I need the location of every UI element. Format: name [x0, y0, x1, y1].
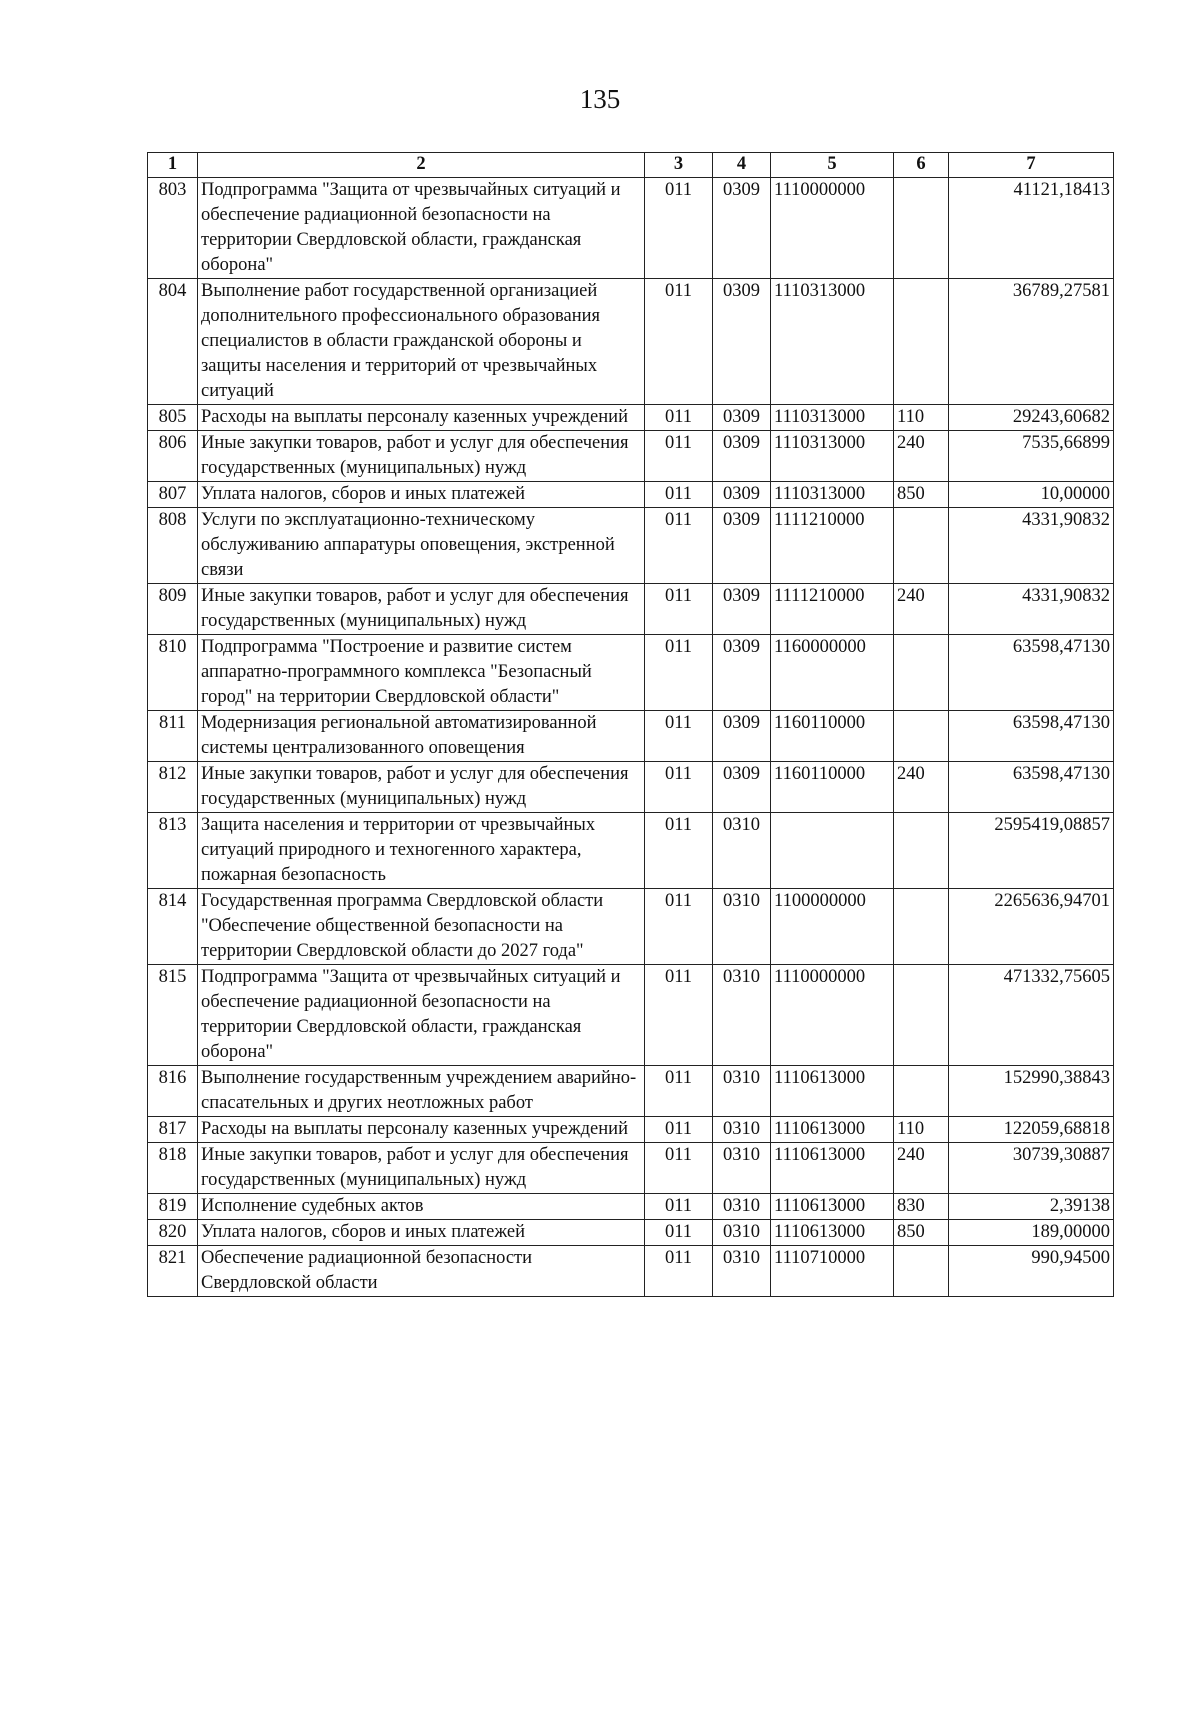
- row-col5-cell: 1110710000: [771, 1246, 894, 1297]
- table-row: [148, 1066, 1114, 1117]
- row-col5-cell: 1110613000: [771, 1066, 894, 1117]
- row-col4-cell: 0310: [713, 1246, 771, 1297]
- row-amount-cell: 7535,66899: [949, 431, 1114, 482]
- row-col3-cell: 011: [645, 178, 713, 279]
- row-number-cell: 808: [148, 508, 198, 584]
- row-col5-cell: 1160110000: [771, 762, 894, 813]
- row-col5-cell: [771, 813, 894, 889]
- header-col-1: 1: [148, 153, 198, 178]
- row-col4-cell: 0309: [713, 279, 771, 405]
- row-col4-cell: 0310: [713, 1117, 771, 1143]
- row-col6-cell: 240: [894, 762, 949, 813]
- row-col5-cell: 1110313000: [771, 431, 894, 482]
- row-col6-cell: [894, 1246, 949, 1297]
- row-col5-cell: 1110000000: [771, 965, 894, 1066]
- table-row: [148, 711, 1114, 762]
- table-row: [148, 635, 1114, 711]
- row-name-cell: Услуги по эксплуатационно-техническому обслуживанию аппаратуры оповещения, экстренной связи: [198, 508, 645, 584]
- row-number-cell: 812: [148, 762, 198, 813]
- row-number-cell: 804: [148, 279, 198, 405]
- row-name-cell: Иные закупки товаров, работ и услуг для обеспечения государственных (муниципальных) нужд: [198, 1143, 645, 1194]
- row-name-cell: Подпрограмма "Построение и развитие систем аппаратно-программного комплекса "Безопасный город" на территории Свердловской области": [198, 635, 645, 711]
- table-row: [148, 482, 1114, 508]
- row-amount-cell: 189,00000: [949, 1220, 1114, 1246]
- row-col5-cell: 1110313000: [771, 279, 894, 405]
- row-col4-cell: 0309: [713, 405, 771, 431]
- row-col3-cell: 011: [645, 635, 713, 711]
- row-col4-cell: 0309: [713, 584, 771, 635]
- header-col-2: 2: [198, 153, 645, 178]
- row-col3-cell: 011: [645, 889, 713, 965]
- row-amount-cell: 30739,30887: [949, 1143, 1114, 1194]
- row-amount-cell: 4331,90832: [949, 508, 1114, 584]
- row-amount-cell: 63598,47130: [949, 711, 1114, 762]
- row-number-cell: 820: [148, 1220, 198, 1246]
- row-col6-cell: [894, 813, 949, 889]
- row-col5-cell: 1110000000: [771, 178, 894, 279]
- row-col4-cell: 0309: [713, 482, 771, 508]
- row-amount-cell: 29243,60682: [949, 405, 1114, 431]
- row-col4-cell: 0310: [713, 1194, 771, 1220]
- row-col6-cell: [894, 279, 949, 405]
- row-col4-cell: 0310: [713, 1220, 771, 1246]
- row-col4-cell: 0309: [713, 711, 771, 762]
- row-name-cell: Обеспечение радиационной безопасности Свердловской области: [198, 1246, 645, 1297]
- row-col3-cell: 011: [645, 1246, 713, 1297]
- page-number: 135: [579, 84, 621, 114]
- row-col4-cell: 0309: [713, 508, 771, 584]
- row-col3-cell: 011: [645, 813, 713, 889]
- row-col6-cell: [894, 178, 949, 279]
- row-col5-cell: 1111210000: [771, 508, 894, 584]
- row-col6-cell: 110: [894, 405, 949, 431]
- row-col3-cell: 011: [645, 1194, 713, 1220]
- row-col4-cell: 0309: [713, 178, 771, 279]
- row-col6-cell: 850: [894, 1220, 949, 1246]
- row-col5-cell: 1110313000: [771, 482, 894, 508]
- row-col6-cell: [894, 965, 949, 1066]
- row-number-cell: 813: [148, 813, 198, 889]
- row-col4-cell: 0309: [713, 431, 771, 482]
- row-amount-cell: 990,94500: [949, 1246, 1114, 1297]
- row-name-cell: Выполнение работ государственной организацией дополнительного профессионального образования специалистов в области гражданской обороны и защиты населения и территорий от чрезвычайных ситуаций: [198, 279, 645, 405]
- row-name-cell: Защита населения и территории от чрезвычайных ситуаций природного и техногенного характера, пожарная безопасность: [198, 813, 645, 889]
- row-col3-cell: 011: [645, 405, 713, 431]
- row-col6-cell: [894, 635, 949, 711]
- table-row: [148, 431, 1114, 482]
- row-col3-cell: 011: [645, 965, 713, 1066]
- row-amount-cell: 471332,75605: [949, 965, 1114, 1066]
- row-col4-cell: 0310: [713, 1143, 771, 1194]
- row-number-cell: 803: [148, 178, 198, 279]
- row-number-cell: 818: [148, 1143, 198, 1194]
- row-number-cell: 821: [148, 1246, 198, 1297]
- row-amount-cell: 2,39138: [949, 1194, 1114, 1220]
- header-col-4: 4: [713, 153, 771, 178]
- table-row: [148, 889, 1114, 965]
- row-col4-cell: 0310: [713, 1066, 771, 1117]
- row-col4-cell: 0310: [713, 813, 771, 889]
- table-row: [148, 279, 1114, 405]
- row-col5-cell: 1160110000: [771, 711, 894, 762]
- header-col-5: 5: [771, 153, 894, 178]
- table-row: [148, 405, 1114, 431]
- row-name-cell: Иные закупки товаров, работ и услуг для обеспечения государственных (муниципальных) нужд: [198, 584, 645, 635]
- table-row: [148, 584, 1114, 635]
- table-row: [148, 813, 1114, 889]
- row-name-cell: Модернизация региональной автоматизированной системы централизованного оповещения: [198, 711, 645, 762]
- row-col6-cell: [894, 1066, 949, 1117]
- row-number-cell: 814: [148, 889, 198, 965]
- row-col6-cell: 240: [894, 584, 949, 635]
- row-col6-cell: 240: [894, 431, 949, 482]
- row-name-cell: Подпрограмма "Защита от чрезвычайных ситуаций и обеспечение радиационной безопасности на территории Свердловской области, гражданская оборона": [198, 178, 645, 279]
- row-number-cell: 816: [148, 1066, 198, 1117]
- row-col5-cell: 1160000000: [771, 635, 894, 711]
- row-name-cell: Уплата налогов, сборов и иных платежей: [198, 1220, 645, 1246]
- row-name-cell: Государственная программа Свердловской области "Обеспечение общественной безопасности на территории Свердловской области до 2027 года": [198, 889, 645, 965]
- table-row: [148, 1143, 1114, 1194]
- row-col4-cell: 0310: [713, 889, 771, 965]
- row-col6-cell: 110: [894, 1117, 949, 1143]
- row-col4-cell: 0310: [713, 965, 771, 1066]
- row-number-cell: 805: [148, 405, 198, 431]
- row-col5-cell: 1110613000: [771, 1220, 894, 1246]
- row-col3-cell: 011: [645, 431, 713, 482]
- row-number-cell: 807: [148, 482, 198, 508]
- table-body: [148, 178, 1114, 1297]
- row-amount-cell: 63598,47130: [949, 635, 1114, 711]
- row-col6-cell: [894, 508, 949, 584]
- row-col3-cell: 011: [645, 482, 713, 508]
- row-col3-cell: 011: [645, 711, 713, 762]
- row-col3-cell: 011: [645, 1143, 713, 1194]
- row-number-cell: 819: [148, 1194, 198, 1220]
- row-col3-cell: 011: [645, 508, 713, 584]
- row-amount-cell: 122059,68818: [949, 1117, 1114, 1143]
- row-col6-cell: 850: [894, 482, 949, 508]
- row-name-cell: Уплата налогов, сборов и иных платежей: [198, 482, 645, 508]
- row-col3-cell: 011: [645, 1066, 713, 1117]
- table-row: [148, 1194, 1114, 1220]
- header-col-7: 7: [949, 153, 1114, 178]
- row-col4-cell: 0309: [713, 762, 771, 813]
- row-amount-cell: 41121,18413: [949, 178, 1114, 279]
- table-row: [148, 1246, 1114, 1297]
- row-col5-cell: 1110613000: [771, 1143, 894, 1194]
- header-row: [148, 153, 1114, 178]
- row-name-cell: Выполнение государственным учреждением аварийно-спасательных и других неотложных работ: [198, 1066, 645, 1117]
- row-name-cell: Иные закупки товаров, работ и услуг для обеспечения государственных (муниципальных) нужд: [198, 431, 645, 482]
- row-name-cell: Иные закупки товаров, работ и услуг для обеспечения государственных (муниципальных) нужд: [198, 762, 645, 813]
- header-col-6: 6: [894, 153, 949, 178]
- row-col4-cell: 0309: [713, 635, 771, 711]
- row-amount-cell: 63598,47130: [949, 762, 1114, 813]
- row-name-cell: Расходы на выплаты персоналу казенных учреждений: [198, 1117, 645, 1143]
- table-row: [148, 762, 1114, 813]
- row-col5-cell: 1111210000: [771, 584, 894, 635]
- row-col6-cell: [894, 889, 949, 965]
- row-number-cell: 806: [148, 431, 198, 482]
- row-col5-cell: 1110313000: [771, 405, 894, 431]
- row-col5-cell: 1110613000: [771, 1194, 894, 1220]
- row-col6-cell: 240: [894, 1143, 949, 1194]
- budget-table: [147, 152, 1114, 1297]
- row-number-cell: 811: [148, 711, 198, 762]
- row-amount-cell: 4331,90832: [949, 584, 1114, 635]
- table-row: [148, 508, 1114, 584]
- row-number-cell: 815: [148, 965, 198, 1066]
- row-name-cell: Исполнение судебных актов: [198, 1194, 645, 1220]
- row-amount-cell: 36789,27581: [949, 279, 1114, 405]
- row-col3-cell: 011: [645, 279, 713, 405]
- table-row: [148, 178, 1114, 279]
- row-amount-cell: 152990,38843: [949, 1066, 1114, 1117]
- row-col3-cell: 011: [645, 584, 713, 635]
- table-row: [148, 965, 1114, 1066]
- row-number-cell: 817: [148, 1117, 198, 1143]
- row-col6-cell: 830: [894, 1194, 949, 1220]
- table-header: [148, 153, 1114, 178]
- row-number-cell: 809: [148, 584, 198, 635]
- header-col-3: 3: [645, 153, 713, 178]
- row-col5-cell: 1100000000: [771, 889, 894, 965]
- row-col3-cell: 011: [645, 1220, 713, 1246]
- row-col3-cell: 011: [645, 762, 713, 813]
- row-amount-cell: 10,00000: [949, 482, 1114, 508]
- row-amount-cell: 2265636,94701: [949, 889, 1114, 965]
- row-amount-cell: 2595419,08857: [949, 813, 1114, 889]
- row-col3-cell: 011: [645, 1117, 713, 1143]
- row-name-cell: Расходы на выплаты персоналу казенных учреждений: [198, 405, 645, 431]
- row-name-cell: Подпрограмма "Защита от чрезвычайных ситуаций и обеспечение радиационной безопасности на территории Свердловской области, гражданская оборона": [198, 965, 645, 1066]
- row-col5-cell: 1110613000: [771, 1117, 894, 1143]
- row-number-cell: 810: [148, 635, 198, 711]
- row-col6-cell: [894, 711, 949, 762]
- table-row: [148, 1220, 1114, 1246]
- table-row: [148, 1117, 1114, 1143]
